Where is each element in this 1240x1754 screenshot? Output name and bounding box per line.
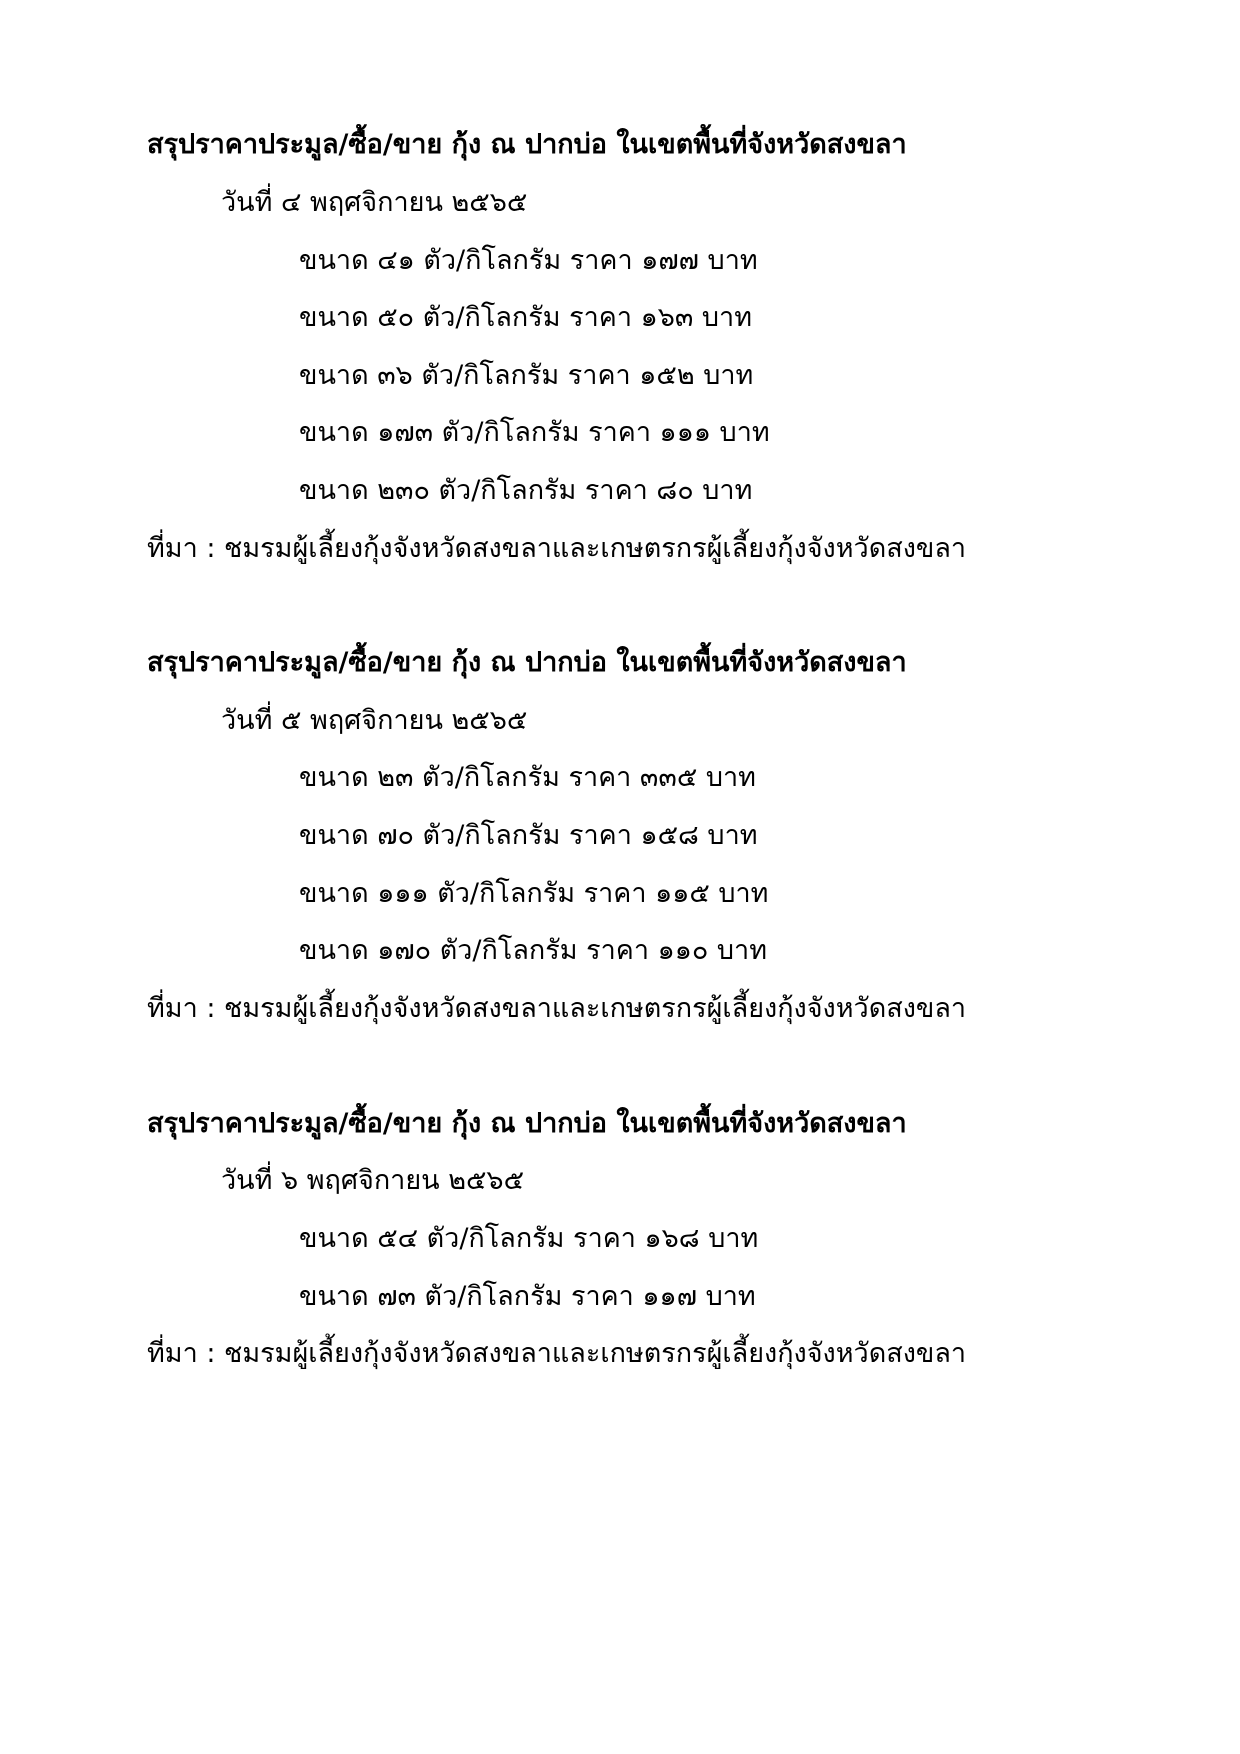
- section-2-date: วันที่ ๕ พฤศจิกายน ๒๕๖๕: [221, 705, 528, 736]
- section-2-item-3: ขนาด ๑๑๑ ตัว/กิโลกรัม ราคา ๑๑๕ บาท: [299, 878, 769, 909]
- section-3-item-1: ขนาด ๕๔ ตัว/กิโลกรัม ราคา ๑๖๘ บาท: [299, 1223, 759, 1254]
- section-1-item-4: ขนาด ๑๗๓ ตัว/กิโลกรัม ราคา ๑๑๑ บาท: [299, 417, 770, 448]
- section-2-item-1: ขนาด ๒๓ ตัว/กิโลกรัม ราคา ๓๓๕ บาท: [299, 762, 756, 793]
- section-2-item-2: ขนาด ๗๐ ตัว/กิโลกรัม ราคา ๑๕๘ บาท: [299, 820, 758, 851]
- section-2-source: ที่มา : ชมรมผู้เลี้ยงกุ้งจังหวัดสงขลาและเกษตรกรผู้เลี้ยงกุ้งจังหวัดสงขลา: [147, 993, 967, 1024]
- section-1-item-5: ขนาด ๒๓๐ ตัว/กิโลกรัม ราคา ๘๐ บาท: [299, 475, 753, 506]
- section-1-date: วันที่ ๔ พฤศจิกายน ๒๕๖๕: [221, 187, 528, 218]
- section-1-item-2: ขนาด ๕๐ ตัว/กิโลกรัม ราคา ๑๖๓ บาท: [299, 302, 752, 333]
- section-1-title: สรุปราคาประมูล/ซื้อ/ขาย กุ้ง ณ ปากบ่อ ในเขตพื้นที่จังหวัดสงขลา: [147, 129, 907, 160]
- section-3-date: วันที่ ๖ พฤศจิกายน ๒๕๖๕: [221, 1165, 524, 1196]
- section-1-source: ที่มา : ชมรมผู้เลี้ยงกุ้งจังหวัดสงขลาและเกษตรกรผู้เลี้ยงกุ้งจังหวัดสงขลา: [147, 533, 967, 564]
- section-1-item-3: ขนาด ๓๖ ตัว/กิโลกรัม ราคา ๑๕๒ บาท: [299, 360, 754, 391]
- section-3-source: ที่มา : ชมรมผู้เลี้ยงกุ้งจังหวัดสงขลาและเกษตรกรผู้เลี้ยงกุ้งจังหวัดสงขลา: [147, 1338, 967, 1369]
- section-3-item-2: ขนาด ๗๓ ตัว/กิโลกรัม ราคา ๑๑๗ บาท: [299, 1281, 756, 1312]
- section-2-item-4: ขนาด ๑๗๐ ตัว/กิโลกรัม ราคา ๑๑๐ บาท: [299, 935, 768, 966]
- section-3-title: สรุปราคาประมูล/ซื้อ/ขาย กุ้ง ณ ปากบ่อ ในเขตพื้นที่จังหวัดสงขลา: [147, 1108, 907, 1139]
- section-1-item-1: ขนาด ๔๑ ตัว/กิโลกรัม ราคา ๑๗๗ บาท: [299, 245, 758, 276]
- section-2-title: สรุปราคาประมูล/ซื้อ/ขาย กุ้ง ณ ปากบ่อ ในเขตพื้นที่จังหวัดสงขลา: [147, 647, 907, 678]
